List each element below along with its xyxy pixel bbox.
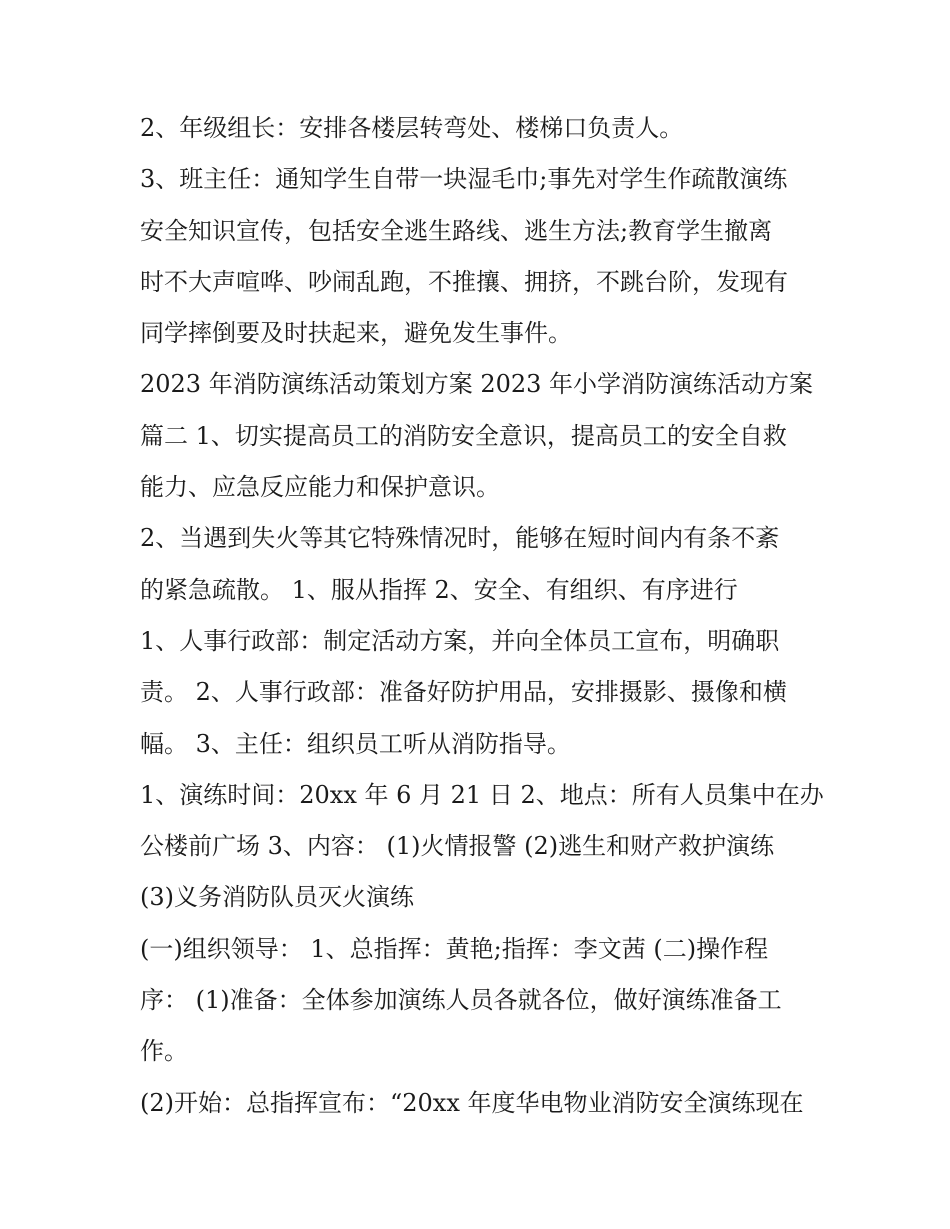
paragraph-plan-title bbox=[140, 359, 820, 513]
text-line: 1、演练时间：20xx 年 6 月 21 日 2、地点：所有人员集中在办 bbox=[140, 780, 824, 809]
paragraph-grade-leader bbox=[140, 103, 820, 154]
text-line: 时不大声喧哗、吵闹乱跑，不推攘、拥挤，不跳台阶，发现有 bbox=[140, 267, 788, 296]
text-line: 3、班主任：通知学生自带一块湿毛巾;事先对学生作疏散演练 bbox=[140, 165, 788, 194]
text-line: 1、人事行政部：制定活动方案，并向全体员工宣布，明确职 bbox=[140, 626, 780, 655]
text-line: 2023 年消防演练活动策划方案 2023 年小学消防演练活动方案 bbox=[140, 370, 814, 399]
paragraph-start bbox=[140, 1078, 820, 1129]
text-line: 责。 2、人事行政部：准备好防护用品，安排摄影、摄像和横 bbox=[140, 678, 787, 707]
text-line: (3)义务消防队员灭火演练 bbox=[140, 883, 414, 912]
paragraph-drill-details bbox=[140, 770, 824, 924]
text-line: (一)组织领导： 1、总指挥：黄艳;指挥：李文茜 (二)操作程 bbox=[140, 934, 769, 963]
text-line: 序： (1)准备：全体参加演练人员各就各位，做好演练准备工 bbox=[140, 986, 782, 1015]
text-line: 安全知识宣传，包括安全逃生路线、逃生方法;教育学生撤离 bbox=[140, 216, 773, 245]
text-line: (2)开始：总指挥宣布：“20xx 年度华电物业消防安全演练现在 bbox=[140, 1088, 804, 1117]
paragraph-responsibilities bbox=[140, 616, 820, 770]
text-line: 作。 bbox=[140, 1037, 188, 1066]
text-line: 同学摔倒要及时扶起来，避免发生事件。 bbox=[140, 319, 572, 348]
document-body bbox=[140, 103, 824, 1129]
paragraph-objectives bbox=[140, 513, 820, 616]
text-line: 2、年级组长：安排各楼层转弯处、楼梯口负责人。 bbox=[140, 114, 684, 142]
text-line: 能力、应急反应能力和保护意识。 bbox=[140, 473, 500, 502]
paragraph-organization bbox=[140, 924, 820, 1078]
text-line: 的紧急疏散。 1、服从指挥 2、安全、有组织、有序进行 bbox=[140, 575, 738, 604]
text-line: 公楼前广场 3、内容： (1)火情报警 (2)逃生和财产救护演练 bbox=[140, 832, 775, 861]
text-line: 篇二 1、切实提高员工的消防安全意识，提高员工的安全自救 bbox=[140, 421, 787, 450]
paragraph-class-teacher bbox=[140, 154, 820, 359]
text-line: 幅。 3、主任：组织员工听从消防指导。 bbox=[140, 729, 571, 758]
text-line: 2、当遇到失火等其它特殊情况时，能够在短时间内有条不紊 bbox=[140, 524, 780, 553]
